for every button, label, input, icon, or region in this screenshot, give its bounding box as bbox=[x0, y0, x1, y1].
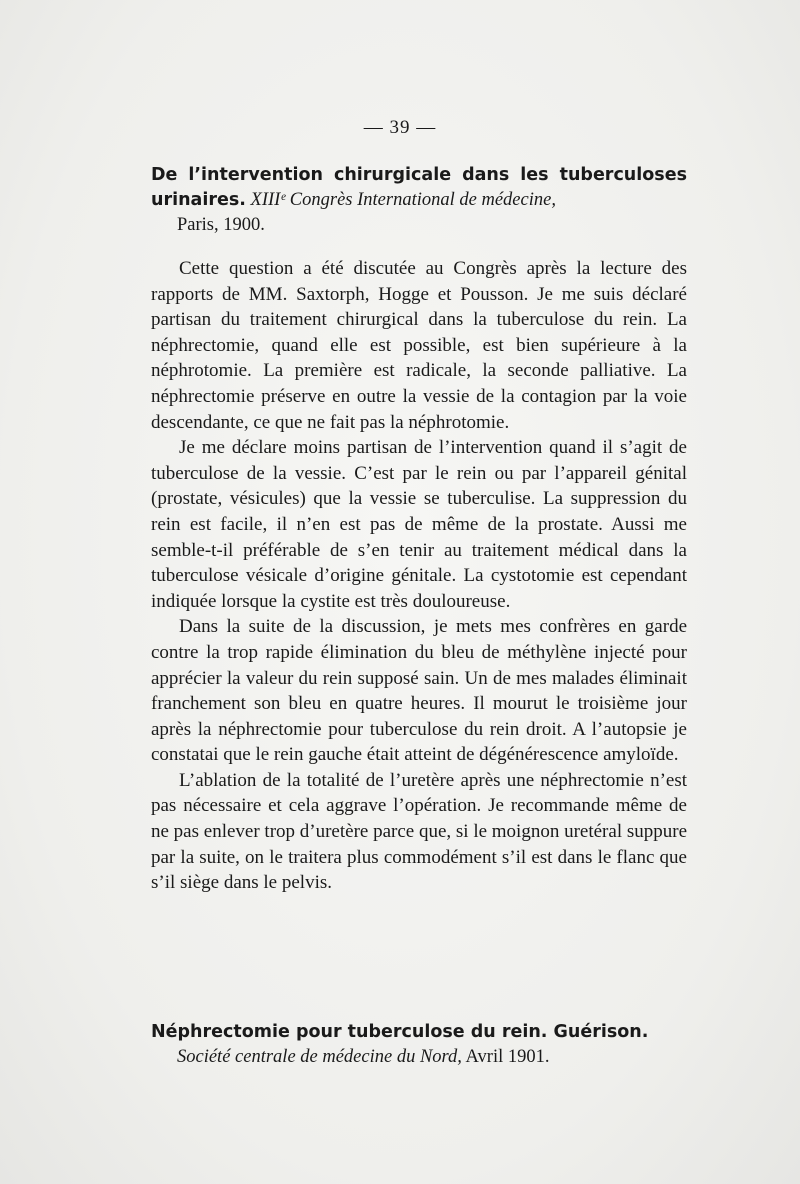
entry-source-1: XIIIᵉ Congrès International de médecine, bbox=[250, 190, 556, 210]
entry-heading-2 bbox=[151, 1020, 687, 1070]
paragraph-3: Dans la suite de la discussion, je mets mes confrères en garde contre la trop rapide élimination du bleu de méthylène injecté pour apprécier la valeur du rein supposé sain. Un de mes malades éliminait franchement son bleu en quatre heures. Il mourut le troisième jour après la néphrectomie pour tuberculose du rein droit. A l’autopsie je constatai que le rein gauche était atteint de dégénérescence amyloïde. bbox=[151, 616, 687, 766]
entry-source-2: Société centrale de médecine du Nord, bbox=[177, 1047, 462, 1067]
entry-source-tail-1: Paris, 1900. bbox=[177, 215, 265, 235]
paragraph-4: L’ablation de la totalité de l’uretère après une néphrectomie n’est pas nécessaire et cela aggrave l’opération. Je recommande même de ne pas enlever trop d’uretère parce que, si le moignon uretéral suppure par la suite, on le traitera plus commodément s’il est dans le flanc que s’il siège dans le pelvis. bbox=[151, 769, 687, 894]
entry-title-2: Néphrectomie pour tuberculose du rein. Guérison. bbox=[151, 1022, 649, 1042]
body-text bbox=[151, 256, 687, 896]
entry-source-line-2 bbox=[151, 1045, 687, 1070]
page-number: — 39 — bbox=[363, 117, 437, 138]
entry-source-tail-2: Avril 1901. bbox=[465, 1047, 550, 1067]
entry-heading-1 bbox=[151, 163, 687, 238]
paragraph-2: Je me déclare moins partisan de l’intervention quand il s’agit de tuberculose de la vessie. C’est par le rein ou par l’appareil génital (prostate, vésicules) que la vessie se tuberculise. La suppression du rein est facile, il n’en est pas de même de la prostate. Aussi me semble-t-il préférable de s’en tenir au traitement médical dans la tuberculose vésicale d’origine génitale. La cystotomie est cependant indiquée lorsque la cystite est très douloureuse. bbox=[151, 437, 687, 612]
entry-title-1: De l’intervention chirurgicale dans les tuberculoses urinaires. bbox=[151, 165, 687, 210]
paragraph-1: Cette question a été discutée au Congrès après la lecture des rapports de MM. Saxtorph, Hogge et Pousson. Je me suis déclaré partisan du traitement chirurgical dans la tuberculose du rein. La néphrectomie, quand elle est possible, est bien supérieure à la néphrotomie. La première est radicale, la seconde palliative. La néphrectomie préserve en outre la vessie de la contagion par la voie descendante, ce que ne fait pas la néphrotomie. bbox=[151, 258, 687, 433]
